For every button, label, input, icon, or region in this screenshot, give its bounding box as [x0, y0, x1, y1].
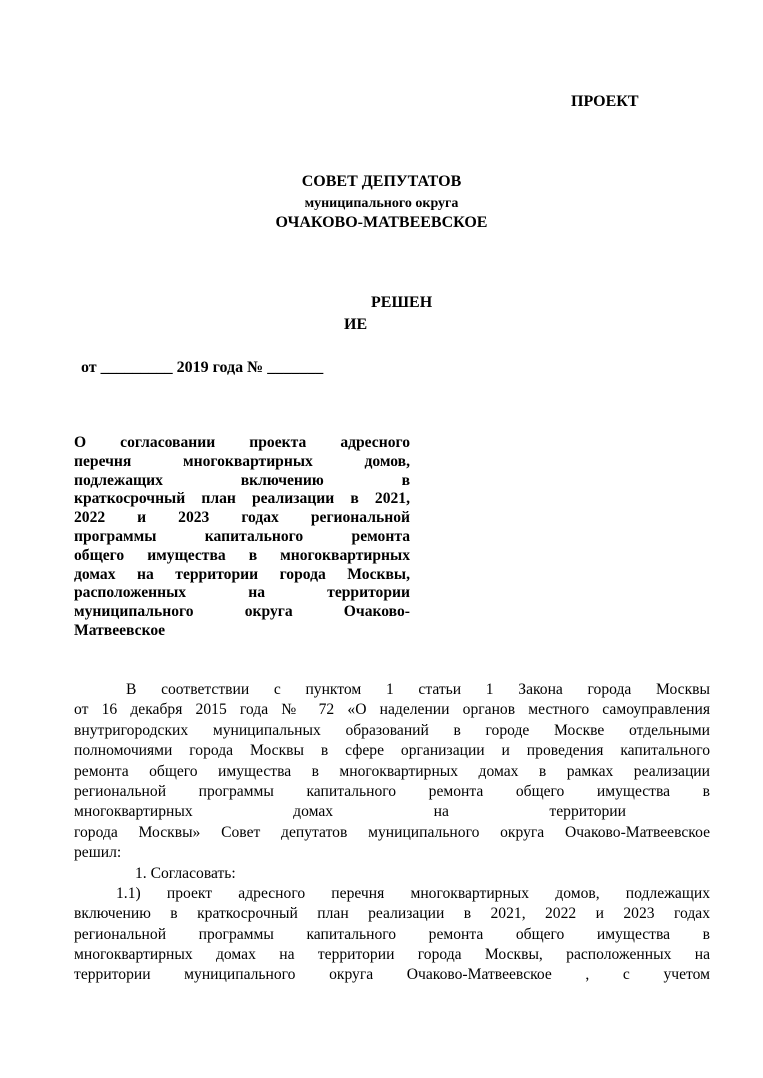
- body-line: от 16 декабря 2015 года № 72 «О наделении органов местного самоуправления: [74, 701, 710, 719]
- body-line: В соответствии с пунктом 1 статьи 1 Закона города Москвы: [126, 681, 710, 698]
- body-line: решил:: [74, 844, 122, 862]
- body-line: города Москвы» Совет депутатов муниципального округа Очаково-Матвеевское: [74, 823, 710, 841]
- decision-body: [74, 680, 710, 986]
- subject-line: подлежащих включению в: [74, 471, 410, 489]
- body-line: территории муниципального округа Очаково-Матвеевское , с учетом: [74, 966, 710, 984]
- body-line: ремонта общего имущества в многоквартирных домах в рамках реализации: [74, 762, 710, 780]
- subject-line: общего имущества в многоквартирных: [74, 546, 410, 564]
- body-line: многоквартирных домах на территории города Москвы, расположенных на: [74, 946, 710, 964]
- body-line: 1. Согласовать:: [135, 864, 236, 882]
- body-line: многоквартирных домах на территории: [74, 803, 626, 821]
- subject-line: краткосрочный план реализации в 2021,: [74, 490, 410, 508]
- body-line: включению в краткосрочный план реализации в 2021, 2022 и 2023 годах: [74, 905, 710, 923]
- decision-subject: [74, 434, 410, 641]
- body-line: региональной программы капитального ремонта общего имущества в: [74, 925, 710, 943]
- decision-heading-part1: РЕШЕН: [371, 294, 433, 311]
- decision-heading-part2: ИЕ: [344, 316, 368, 333]
- body-line: внутригородских муниципальных образований в городе Москве отдельными: [74, 721, 710, 739]
- subject-line: 2022 и 2023 годах региональной: [74, 509, 410, 527]
- subject-line: домах на территории города Москвы,: [74, 565, 410, 583]
- body-line: региональной программы капитального ремонта общего имущества в: [74, 782, 710, 800]
- municipality-name: ОЧАКОВО-МАТВЕЕВСКОЕ: [275, 214, 488, 231]
- subject-line: Матвеевское: [74, 621, 166, 639]
- body-line: полномочиями города Москвы в сфере организации и проведения капитального: [74, 742, 710, 760]
- council-title: СОВЕТ ДЕПУТАТОВ: [301, 173, 462, 190]
- council-subtitle: муниципального округа: [304, 196, 459, 211]
- subject-line: муниципального округа Очаково-: [74, 603, 410, 621]
- date-number-line: от _________ 2019 года № _______: [81, 359, 324, 376]
- draft-stamp: ПРОЕКТ: [571, 93, 639, 110]
- subject-line: О согласовании проекта адресного: [74, 434, 410, 451]
- subject-line: перечня многоквартирных домов,: [74, 452, 410, 470]
- subject-line: расположенных на территории: [74, 584, 410, 602]
- subject-line: программы капитального ремонта: [74, 527, 410, 545]
- body-line: 1.1) проект адресного перечня многоквартирных домов, подлежащих: [116, 884, 710, 902]
